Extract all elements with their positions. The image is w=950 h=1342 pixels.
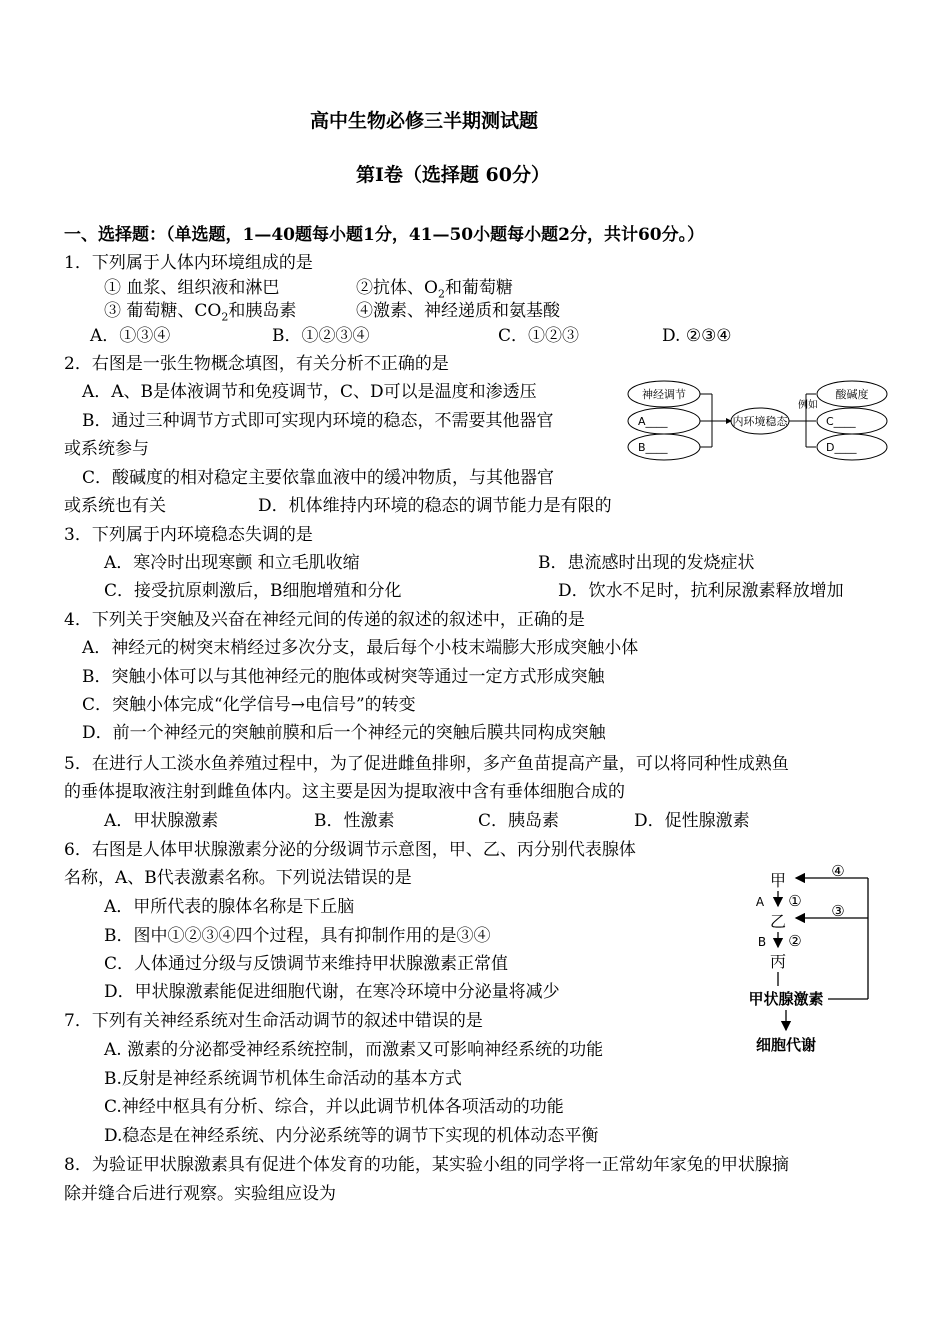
q1-option-c: C．①②③ xyxy=(498,326,580,346)
hormone-a-label: A xyxy=(755,895,765,909)
node-c-label: C____ xyxy=(826,415,856,428)
q4-option-d: D．前一个神经元的突触前膜和后一个神经元的突触后膜共同构成突触 xyxy=(82,723,606,743)
q6-stem-line2: 名称，A、B代表激素名称。下列说法错误的是 xyxy=(64,868,412,888)
q5-stem-line1: 5．在进行人工淡水鱼养殖过程中，为了促进雌鱼排卵，多产鱼苗提高产量，可以将同种性成熟鱼 xyxy=(64,754,789,774)
node-d-label: D____ xyxy=(826,441,857,454)
q1-option-a: A．①③④ xyxy=(90,326,171,346)
q7-stem: 7．下列有关神经系统对生命活动调节的叙述中错误的是 xyxy=(64,1011,483,1031)
q5-option-d: D．促性腺激素 xyxy=(634,811,750,831)
gland-jia: 甲 xyxy=(769,871,787,890)
q6-option-a: A．甲所代表的腺体名称是下丘脑 xyxy=(104,897,355,917)
q3-option-d: D．饮水不足时，抗利尿激素释放增加 xyxy=(558,581,844,601)
q8-stem-line1: 8．为验证甲状腺激素具有促进个体发育的功能，某实验小组的同学将一正常幼年家兔的甲状腺摘 xyxy=(64,1155,789,1175)
q1-item-3: ③ 葡萄糖、$CO_2$和胰岛素 xyxy=(104,301,297,324)
q1-item-2: ②抗体、$O_2$和葡萄糖 xyxy=(356,278,513,301)
node-neural-label: 神经调节 xyxy=(642,388,686,401)
gland-bing: 丙 xyxy=(769,952,787,971)
page-title: 高中生物必修三半期测试题 xyxy=(310,110,539,132)
q6-option-c: C．人体通过分级与反馈调节来维持甲状腺激素正常值 xyxy=(104,954,509,974)
q7-option-c: C.神经中枢具有分析、综合，并以此调节机体各项活动的功能 xyxy=(104,1097,564,1117)
gland-yi: 乙 xyxy=(769,912,787,931)
q1-item-1: ① 血浆、组织液和淋巴 xyxy=(104,278,280,298)
q1-stem: 1．下列属于人体内环境组成的是 xyxy=(64,253,313,273)
q2-stem: 2．右图是一张生物概念填图，有关分析不正确的是 xyxy=(64,354,449,374)
q2-option-b-line1: B．通过三种调节方式即可实现内环境的稳态，不需要其他器官 xyxy=(82,411,554,431)
q4-option-a: A．神经元的树突末梢经过多次分支，最后每个小枝末端膨大形成突触小体 xyxy=(82,638,639,658)
q2-option-a: A．A、B是体液调节和免疫调节，C、D可以是温度和渗透压 xyxy=(82,382,537,402)
q7-option-d: D.稳态是在神经系统、内分泌系统等的调节下实现的机体动态平衡 xyxy=(104,1126,599,1146)
q2-option-c-line2: 或系统也有关 xyxy=(64,496,166,516)
q3-option-c: C．接受抗原刺激后，B细胞增殖和分化 xyxy=(104,581,402,601)
q3-stem: 3．下列属于内环境稳态失调的是 xyxy=(64,525,313,545)
cell-metabolism-label: 细胞代谢 xyxy=(755,1036,817,1054)
node-b-label: B____ xyxy=(638,441,668,454)
q4-option-b: B．突触小体可以与其他神经元的胞体或树突等通过一定方式形成突触 xyxy=(82,667,605,687)
hormone-b-label: B xyxy=(757,935,767,949)
q1-option-b: B．①②③④ xyxy=(272,326,370,346)
q6-option-d: D．甲状腺激素能促进细胞代谢，在寒冷环境中分泌量将减少 xyxy=(104,982,560,1002)
process-4: ④ xyxy=(831,862,845,880)
node-homeostasis-label: 内环境稳态 xyxy=(732,415,788,428)
q2-option-b-line2: 或系统参与 xyxy=(64,439,149,459)
node-ph-label: 酸碱度 xyxy=(835,388,869,401)
q4-stem: 4．下列关于突触及兴奋在神经元间的传递的叙述的叙述中，正确的是 xyxy=(64,610,585,630)
hormone-regulation-diagram xyxy=(722,860,884,1056)
thyroid-hormone-label: 甲状腺激素 xyxy=(748,990,824,1008)
q1-option-d: D. ②③④ xyxy=(662,326,732,346)
process-3: ③ xyxy=(831,902,845,920)
q5-option-c: C．胰岛素 xyxy=(478,811,560,831)
process-2: ② xyxy=(788,932,802,950)
q6-stem-line1: 6．右图是人体甲状腺激素分泌的分级调节示意图，甲、乙、丙分别代表腺体 xyxy=(64,840,636,860)
q5-option-b: B．性激素 xyxy=(314,811,395,831)
node-a-label: A____ xyxy=(638,415,668,428)
q7-option-a: A. 激素的分泌都受神经系统控制，而激素又可影响神经系统的功能 xyxy=(104,1040,604,1060)
q8-stem-line2: 除并缝合后进行观察。实验组应设为 xyxy=(64,1184,336,1204)
q2-option-c-line1: C．酸碱度的相对稳定主要依靠血液中的缓冲物质，与其他器官 xyxy=(82,468,555,488)
section-heading: 一、选择题：（单选题，1—40题每小题1分，41—50小题每小题2分，共计60分。） xyxy=(64,225,705,245)
q3-option-a: A．寒冷时出现寒颤 和立毛肌收缩 xyxy=(104,553,360,573)
q2-option-d: D．机体维持内环境的稳态的调节能力是有限的 xyxy=(258,496,612,516)
q7-option-b: B.反射是神经系统调节机体生命活动的基本方式 xyxy=(104,1069,462,1089)
q4-option-c: C．突触小体完成“化学信号→电信号”的转变 xyxy=(82,695,416,715)
page-subtitle: 第Ⅰ卷（选择题 60分） xyxy=(356,164,550,186)
q5-option-a: A．甲状腺激素 xyxy=(104,811,219,831)
q5-stem-line2: 的垂体提取液注射到雌鱼体内。这主要是因为提取液中含有垂体细胞合成的 xyxy=(64,782,625,802)
q3-option-b: B．患流感时出现的发烧症状 xyxy=(538,553,755,573)
q6-option-b: B．图中①②③④四个过程，具有抑制作用的是③④ xyxy=(104,926,491,946)
process-1: ① xyxy=(788,892,802,910)
example-label: 例如 xyxy=(798,400,818,411)
concept-map-diagram xyxy=(626,374,890,468)
q1-item-4: ④激素、神经递质和氨基酸 xyxy=(356,301,560,321)
